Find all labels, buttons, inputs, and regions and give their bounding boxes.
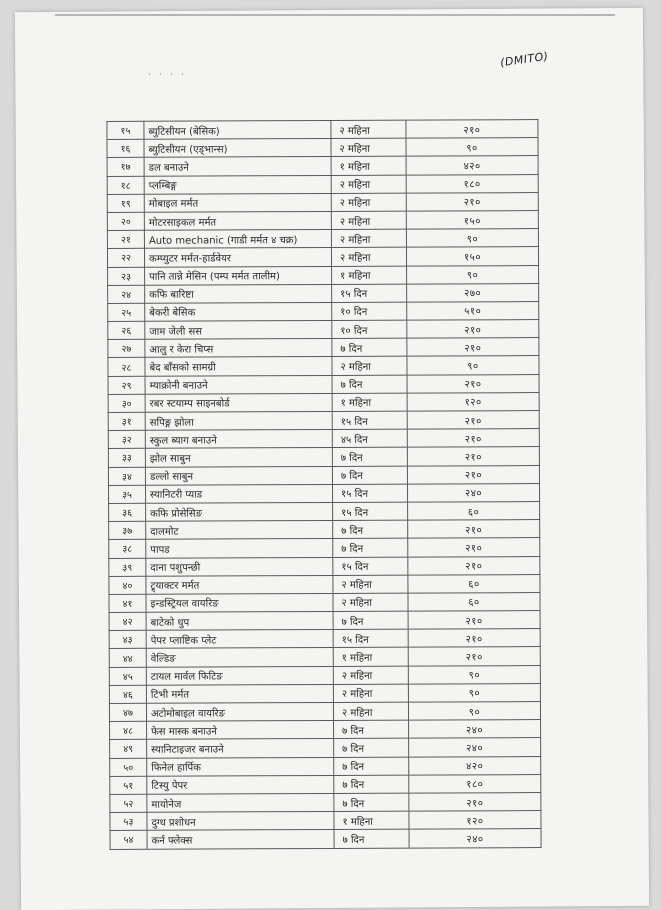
row-training-name: पानि तान्ने मेसिन (पम्प मर्मत तालीम) (145, 266, 332, 285)
row-duration: ४५ दिन (332, 429, 407, 448)
row-serial-number: ३३ (108, 449, 145, 467)
row-count: ९० (406, 138, 538, 157)
row-serial-number: ४४ (109, 649, 146, 667)
row-serial-number: २८ (108, 358, 145, 376)
row-duration: ७ दिन (332, 375, 407, 394)
row-count: २४० (409, 738, 541, 757)
row-duration: २ महिना (333, 684, 408, 703)
table-row (108, 374, 539, 394)
table-row (109, 556, 540, 576)
row-count: २१० (408, 538, 540, 557)
table-row (108, 283, 539, 303)
row-duration: १ महिना (332, 266, 407, 285)
row-serial-number: ४१ (109, 594, 146, 612)
row-duration: २ महिना (331, 247, 406, 266)
row-duration: ७ दिन (334, 739, 409, 758)
row-serial-number: ३८ (109, 540, 146, 558)
row-serial-number: ३६ (109, 503, 146, 521)
row-count: २१० (407, 374, 539, 393)
row-count: ४२० (406, 156, 538, 175)
row-duration: ७ दिन (333, 520, 408, 539)
row-count: २१० (407, 447, 539, 466)
row-count: ९० (407, 356, 539, 375)
row-serial-number: ५२ (110, 794, 147, 812)
row-count: ९० (406, 229, 538, 248)
row-training-name: इन्डस्ट्रियल वायरिङ (146, 593, 333, 612)
table-row (108, 411, 539, 431)
row-training-name: दालमोट (146, 521, 333, 540)
row-count: ६० (408, 574, 540, 593)
row-training-name: झोल साबुन (145, 448, 332, 467)
table-row (110, 811, 541, 831)
row-training-name: बेद बाँसको सामग्री (145, 357, 332, 376)
row-count: १८० (409, 774, 541, 793)
row-count: २१० (408, 520, 540, 539)
row-training-name: म्याक्रोनी बनाउने (145, 375, 332, 394)
row-count: २१० (408, 647, 540, 666)
scan-specks: · · · · (148, 70, 187, 79)
row-duration: १ महिना (333, 648, 408, 667)
row-count: २१० (408, 556, 540, 575)
row-training-name: टिभी मर्मत (146, 684, 333, 703)
row-count: १५० (406, 210, 538, 229)
table-row (108, 429, 539, 449)
row-count: १२० (407, 392, 539, 411)
table-row (110, 720, 541, 740)
row-serial-number: ४३ (109, 631, 146, 649)
row-duration: २ महिना (331, 211, 406, 230)
row-training-name: कर्न फ्लेक्स (147, 830, 334, 849)
row-serial-number: ४० (109, 576, 146, 594)
row-training-name: ब्युटिसीयन (बेसिक) (144, 120, 331, 139)
row-training-name: जाम जेली सस (145, 321, 332, 340)
row-training-name: रबर स्टयाम्प साइनबोर्ड (145, 393, 332, 412)
row-training-name: सपिङ्ग झोला (145, 411, 332, 430)
table-row (108, 465, 539, 485)
row-count: २४० (409, 720, 541, 739)
row-count: २१० (407, 429, 539, 448)
row-duration: २ महिना (331, 193, 406, 212)
table-row (108, 356, 539, 376)
row-serial-number: ५३ (110, 812, 147, 830)
row-training-name: पेपर प्लाष्टिक प्लेट (146, 630, 333, 649)
row-serial-number: ३७ (109, 521, 146, 539)
row-training-name: कम्प्युटर मर्मत-हार्डवेयर (144, 248, 331, 267)
table-row (107, 247, 538, 267)
row-duration: २ महिना (333, 702, 408, 721)
row-duration: २ महिना (331, 138, 406, 157)
row-duration: ७ दिन (332, 448, 407, 467)
row-count: २१० (409, 792, 541, 811)
row-serial-number: २७ (108, 340, 145, 358)
row-serial-number: १७ (107, 158, 144, 176)
row-count: २७० (407, 283, 539, 302)
row-count: १२० (409, 811, 541, 830)
row-count: २१० (407, 465, 539, 484)
row-count: ४२० (409, 756, 541, 775)
row-duration: १० दिन (332, 320, 407, 339)
row-serial-number: ५४ (110, 831, 147, 849)
row-serial-number: ४६ (109, 685, 146, 703)
row-count: ५१० (407, 301, 539, 320)
table-row (109, 629, 540, 649)
row-duration: १ महिना (332, 393, 407, 412)
row-duration: १ महिना (331, 157, 406, 176)
row-training-name: कफि बारिष्टा (145, 284, 332, 303)
table-row (107, 120, 538, 140)
row-count: ९० (408, 702, 540, 721)
row-serial-number: ४२ (109, 612, 146, 630)
row-serial-number: ३५ (109, 485, 146, 503)
table-row (107, 229, 538, 249)
table-row (110, 792, 541, 812)
row-count: १८० (406, 174, 538, 193)
row-duration: १ महिना (334, 811, 409, 830)
row-serial-number: ३९ (109, 558, 146, 576)
row-training-name: फेस मास्क बनाउने (147, 721, 334, 740)
row-training-name: स्यानिटाइजर बनाउने (147, 739, 334, 758)
row-duration: १५ दिन (332, 411, 407, 430)
table-row (109, 702, 540, 722)
row-count: ६० (408, 592, 540, 611)
table-row (109, 611, 540, 631)
row-count: २१० (407, 320, 539, 339)
row-training-name: बेकरी बेसिक (145, 302, 332, 321)
table-row (110, 756, 541, 776)
row-duration: १५ दिन (332, 284, 407, 303)
row-duration: ७ दिन (334, 793, 409, 812)
row-duration: ७ दिन (334, 757, 409, 776)
table-row (109, 665, 540, 685)
row-training-name: स्यानिटरी प्याड (146, 484, 333, 503)
training-table (106, 119, 541, 849)
row-serial-number: १८ (107, 176, 144, 194)
row-duration: १५ दिन (332, 484, 407, 503)
row-serial-number: ४८ (110, 721, 147, 739)
row-serial-number: २० (107, 212, 144, 230)
row-serial-number: १६ (107, 139, 144, 157)
row-count: २१० (408, 629, 540, 648)
row-duration: ७ दिन (332, 466, 407, 485)
row-count: २१० (407, 411, 539, 430)
row-duration: १५ दिन (333, 502, 408, 521)
table-row (108, 338, 539, 358)
row-serial-number: २२ (107, 249, 144, 267)
row-serial-number: २९ (108, 376, 145, 394)
row-count: ९० (407, 265, 539, 284)
table-row (107, 138, 538, 158)
row-duration: १० दिन (332, 302, 407, 321)
row-serial-number: ५१ (110, 776, 147, 794)
row-count: २४० (407, 483, 539, 502)
table-row (109, 538, 540, 558)
row-training-name: अटोमोबाइल वायरिङ (146, 702, 333, 721)
table-row (109, 501, 540, 521)
row-serial-number: ३१ (108, 412, 145, 430)
handwritten-note: (DMITO) (499, 49, 550, 70)
row-duration: २ महिना (333, 593, 408, 612)
row-serial-number: १९ (107, 194, 144, 212)
row-training-name: स्कुल ब्याग बनाउने (145, 430, 332, 449)
row-serial-number: १५ (107, 121, 144, 139)
row-training-name: दाना पशुपन्छी (146, 557, 333, 576)
row-duration: ७ दिन (334, 775, 409, 794)
row-duration: ७ दिन (334, 720, 409, 739)
row-training-name: ट्र्याक्टर मर्मत (146, 575, 333, 594)
row-duration: २ महिना (333, 666, 408, 685)
row-count: २१० (408, 611, 540, 630)
row-duration: ७ दिन (333, 611, 408, 630)
table-row (109, 574, 540, 594)
row-serial-number: ३२ (108, 430, 145, 448)
table-row (108, 447, 539, 467)
row-duration: २ महिना (332, 357, 407, 376)
row-serial-number: २५ (108, 303, 145, 321)
row-training-name: पापड (146, 539, 333, 558)
row-count: ९० (408, 683, 540, 702)
table-row (107, 210, 538, 230)
table-row (110, 829, 541, 849)
row-training-name: डल्लो साबुन (145, 466, 332, 485)
table-row (109, 483, 540, 503)
row-training-name: प्लम्बिङ्ग (144, 175, 331, 194)
row-count: ९० (408, 665, 540, 684)
row-serial-number: २१ (107, 230, 144, 248)
row-duration: ७ दिन (332, 338, 407, 357)
table-row (109, 520, 540, 540)
row-serial-number: ४९ (110, 740, 147, 758)
table-row (110, 738, 541, 758)
row-training-name: डल बनाउने (144, 157, 331, 176)
table-row (107, 174, 538, 194)
row-duration: ७ दिन (333, 538, 408, 557)
row-training-name: मोबाइल मर्मत (144, 193, 331, 212)
row-training-name: आलु र केरा चिप्स (145, 339, 332, 358)
table-row (107, 156, 538, 176)
row-training-name: मोटरसाइकल मर्मत (144, 211, 331, 230)
row-training-name: वेल्डिङ (146, 648, 333, 667)
row-count: १५० (406, 247, 538, 266)
row-duration: २ महिना (331, 229, 406, 248)
row-training-name: Auto mechanic (गाडी मर्मत ४ चक्र) (144, 230, 331, 249)
row-serial-number: २६ (108, 321, 145, 339)
row-duration: २ महिना (333, 575, 408, 594)
table-row (109, 592, 540, 612)
row-training-name: कफि प्रोसेसिङ (146, 502, 333, 521)
row-serial-number: ३४ (108, 467, 145, 485)
row-serial-number: ४५ (109, 667, 146, 685)
row-serial-number: २३ (108, 267, 145, 285)
table-row (108, 265, 539, 285)
table-row (108, 392, 539, 412)
row-training-name: टिस्यु पेपर (147, 775, 334, 794)
row-count: २१० (407, 338, 539, 357)
table-row (108, 320, 539, 340)
row-serial-number: ४७ (109, 703, 146, 721)
row-count: ६० (408, 501, 540, 520)
row-training-name: बाटेको धुप (146, 612, 333, 631)
row-duration: १५ दिन (333, 557, 408, 576)
row-serial-number: ३० (108, 394, 145, 412)
row-training-name: फिनेल हार्पिक (147, 757, 334, 776)
row-serial-number: २४ (108, 285, 145, 303)
row-training-name: टायल मार्वल फिटिङ (146, 666, 333, 685)
row-duration: १५ दिन (333, 629, 408, 648)
table-row (109, 647, 540, 667)
row-count: २४० (409, 829, 541, 848)
training-table-body (107, 120, 541, 849)
table-row (107, 192, 538, 212)
row-training-name: दुग्ध प्रशोधन (147, 812, 334, 831)
row-count: २१० (406, 192, 538, 211)
row-duration: २ महिना (331, 120, 406, 139)
table-row (110, 774, 541, 794)
page-top-edge (55, 14, 615, 16)
row-duration: २ महिना (331, 175, 406, 194)
row-training-name: ब्युटिसीयन (एड्भान्स) (144, 139, 331, 158)
table-row (109, 683, 540, 703)
row-serial-number: ५० (110, 758, 147, 776)
row-count: २१० (406, 120, 538, 139)
row-duration: ७ दिन (334, 829, 409, 848)
table-row (108, 301, 539, 321)
row-training-name: मायोनेज (147, 793, 334, 812)
